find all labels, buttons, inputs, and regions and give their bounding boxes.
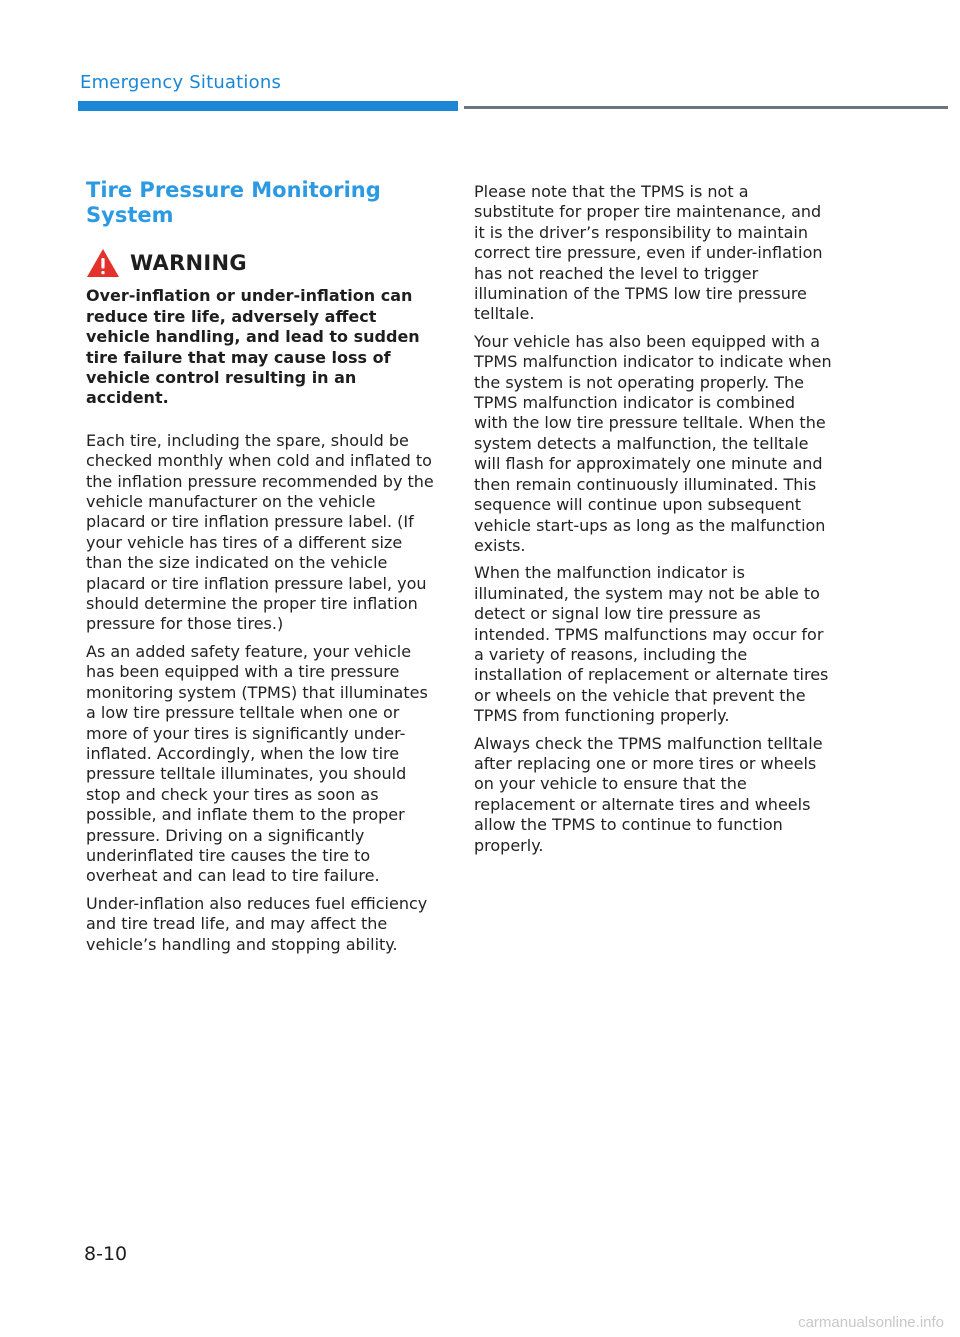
section-title: Tire Pressure Monitoring System — [86, 178, 381, 228]
header-rule-divider — [464, 106, 948, 109]
page-number: 8-10 — [84, 1243, 128, 1265]
paragraph-tpms-note: Please note that the TPMS is not a substitute for proper tire maintenance, and it is the driver’s responsibility to maintain correct tire pressure, even if under-inflation has not reached the level to trigger illumination of the TPMS low tire pressure telltale. — [474, 182, 823, 324]
left-column — [86, 178, 438, 962]
paragraph-malfunction-indicator: Your vehicle has also been equipped with a TPMS malfunction indicator to indicate when the system is not operating properly. The TPMS malfunction indicator is combined with the low tire pressure telltale. When the system detects a malfunction, the telltale will flash for approximately one minute and then remain continuously illuminated. This sequence will continue upon subsequent vehicle start-ups as long as the malfunction exists. — [474, 331, 832, 555]
watermark: carmanualsonline.info — [798, 1314, 944, 1331]
warning-triangle-icon — [86, 248, 120, 278]
warning-label: WARNING — [130, 251, 247, 276]
paragraph-malfunction-illuminated: When the malfunction indicator is illuminated, the system may not be able to detect or signal low tire pressure as intended. TPMS malfunctions may occur for a variety of reasons, including the installation of replacement or alternate tires or wheels on the vehicle that prevent the TPMS from functioning properly. — [474, 563, 829, 726]
warning-header — [86, 248, 438, 278]
right-column — [474, 182, 832, 863]
paragraph-tire-check: Each tire, including the spare, should be checked monthly when cold and inflated to the inflation pressure recommended by the vehicle manufacturer on the vehicle placard or tire inflation pressure label. (If your vehicle has tires of a different size than the size indicated on the vehicle placard or tire inflation pressure label, you should determine the proper tire inflation pressure for those tires.) — [86, 430, 434, 634]
paragraph-under-inflation: Under-inflation also reduces fuel efficiency and tire tread life, and may affect the vehicle’s handling and stopping ability. — [86, 893, 428, 954]
paragraph-tpms-feature: As an added safety feature, your vehicle has been equipped with a tire pressure monitoring system (TPMS) that illuminates a low tire pressure telltale when one or more of your tires is significantly under-inflated. Accordingly, when the low tire pressure telltale illuminates, you should stop and check your tires as soon as possible, and inflate them to the proper pressure. Driving on a significantly underinflated tire causes the tire to overheat and can lead to tire failure. — [86, 641, 428, 886]
section-header: Emergency Situations — [80, 72, 282, 93]
warning-text: Over-inflation or under-inflation can reduce tire life, adversely affect vehicle handling, and lead to sudden tire failure that may cause loss of vehicle control resulting in an accident. — [86, 286, 420, 408]
paragraph-check-telltale: Always check the TPMS malfunction telltale after replacing one or more tires or wheels on your vehicle to ensure that the replacement or alternate tires and wheels allow the TPMS to continue to function properly. — [474, 733, 823, 855]
header-rule-accent — [78, 101, 458, 111]
